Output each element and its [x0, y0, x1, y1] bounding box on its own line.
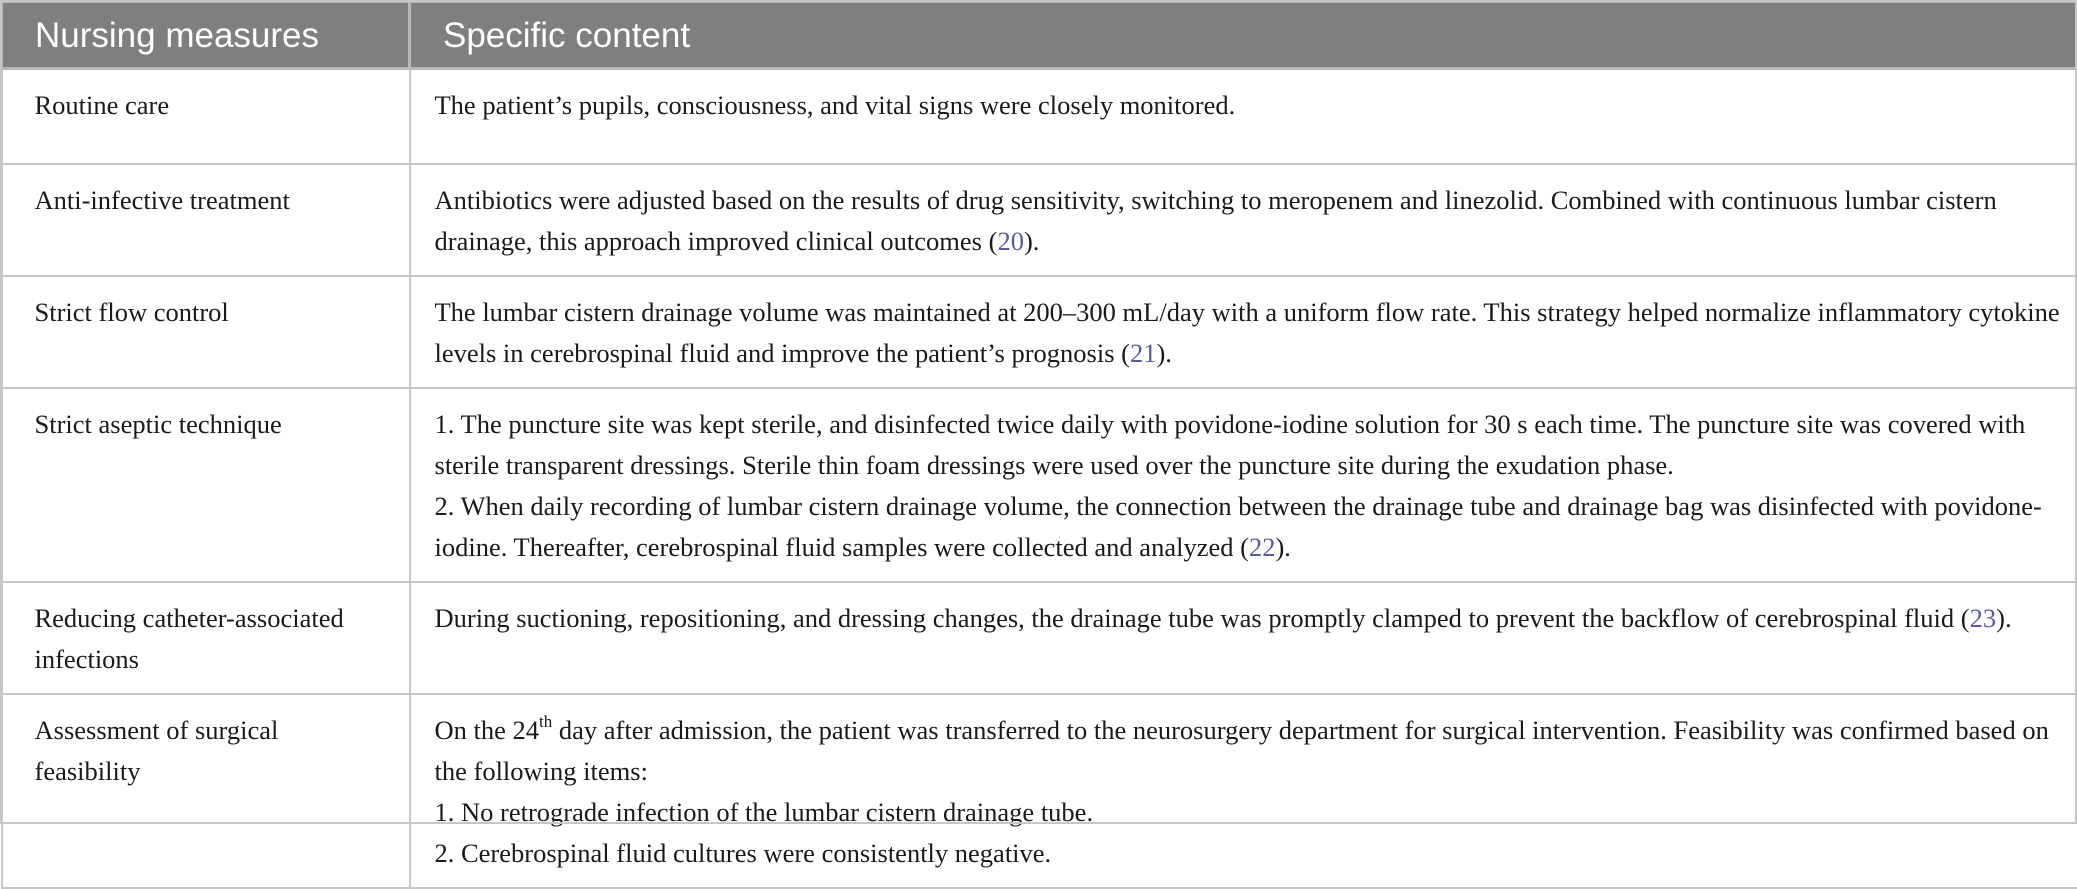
content-cell — [410, 582, 2077, 694]
table-header-row — [2, 2, 2077, 69]
table-body — [2, 69, 2077, 888]
measure-cell: Reducing catheter-associated infections — [2, 582, 410, 694]
content-text: 2. Cerebrospinal fluid cultures were consistently negative. — [435, 838, 1052, 868]
column-header-nursing-measures: Nursing measures — [2, 2, 410, 69]
content-cell — [410, 388, 2077, 582]
content-cell — [410, 276, 2077, 388]
content-text: On the 24 — [435, 715, 540, 745]
superscript-text: th — [539, 712, 552, 731]
measure-cell: Anti-infective treatment — [2, 164, 410, 276]
table-row — [2, 164, 2077, 276]
content-text: ). — [1996, 603, 2011, 633]
citation-link[interactable]: 21 — [1130, 338, 1157, 368]
content-cell — [410, 164, 2077, 276]
content-text: 1. The puncture site was kept sterile, and disinfected twice daily with povidone-iodine solution for 30 s each time. The puncture site was covered with sterile transparent dressings. Sterile thin foam dressings were used over the puncture site during the exudation phase. — [435, 409, 2026, 480]
content-text: ). — [1275, 532, 1290, 562]
content-cell — [410, 69, 2077, 164]
measure-cell: Routine care — [2, 69, 410, 164]
measure-cell: Strict aseptic technique — [2, 388, 410, 582]
measure-cell: Strict flow control — [2, 276, 410, 388]
table-row — [2, 276, 2077, 388]
citation-link[interactable]: 22 — [1249, 532, 1276, 562]
content-text: ). — [1156, 338, 1171, 368]
content-text: The patient’s pupils, consciousness, and vital signs were closely monitored. — [435, 90, 1236, 120]
content-text: ). — [1024, 226, 1039, 256]
content-text: During suctioning, repositioning, and dressing changes, the drainage tube was promptly clamped to prevent the backflow of cerebrospinal fluid ( — [435, 603, 1970, 633]
table-row — [2, 69, 2077, 164]
table-row — [2, 388, 2077, 582]
content-cell — [410, 694, 2077, 888]
content-text: day after admission, the patient was transferred to the neurosurgery department for surgical intervention. Feasibility was confirmed based on the following items: — [435, 715, 2049, 786]
citation-link[interactable]: 20 — [997, 226, 1024, 256]
content-text: 1. No retrograde infection of the lumbar cistern drainage tube. — [435, 797, 1094, 827]
measure-cell: Assessment of surgical feasibility — [2, 694, 410, 888]
content-text: 2. When daily recording of lumbar cistern drainage volume, the connection between the drainage tube and drainage bag was disinfected with povidone-iodine. Thereafter, cerebrospinal fluid samples were collected and analyzed ( — [435, 491, 2042, 562]
column-header-specific-content: Specific content — [410, 2, 2077, 69]
citation-link[interactable]: 23 — [1970, 603, 1997, 633]
content-text: Antibiotics were adjusted based on the results of drug sensitivity, switching to meropenem and linezolid. Combined with continuous lumbar cistern drainage, this approach improved clinical outcomes ( — [435, 185, 1997, 256]
table-row — [2, 582, 2077, 694]
table-row — [2, 694, 2077, 888]
content-text: The lumbar cistern drainage volume was maintained at 200–300 mL/day with a uniform flow rate. This strategy helped normalize inflammatory cytokine levels in cerebrospinal fluid and improve the patient’s prognosis ( — [435, 297, 2060, 368]
